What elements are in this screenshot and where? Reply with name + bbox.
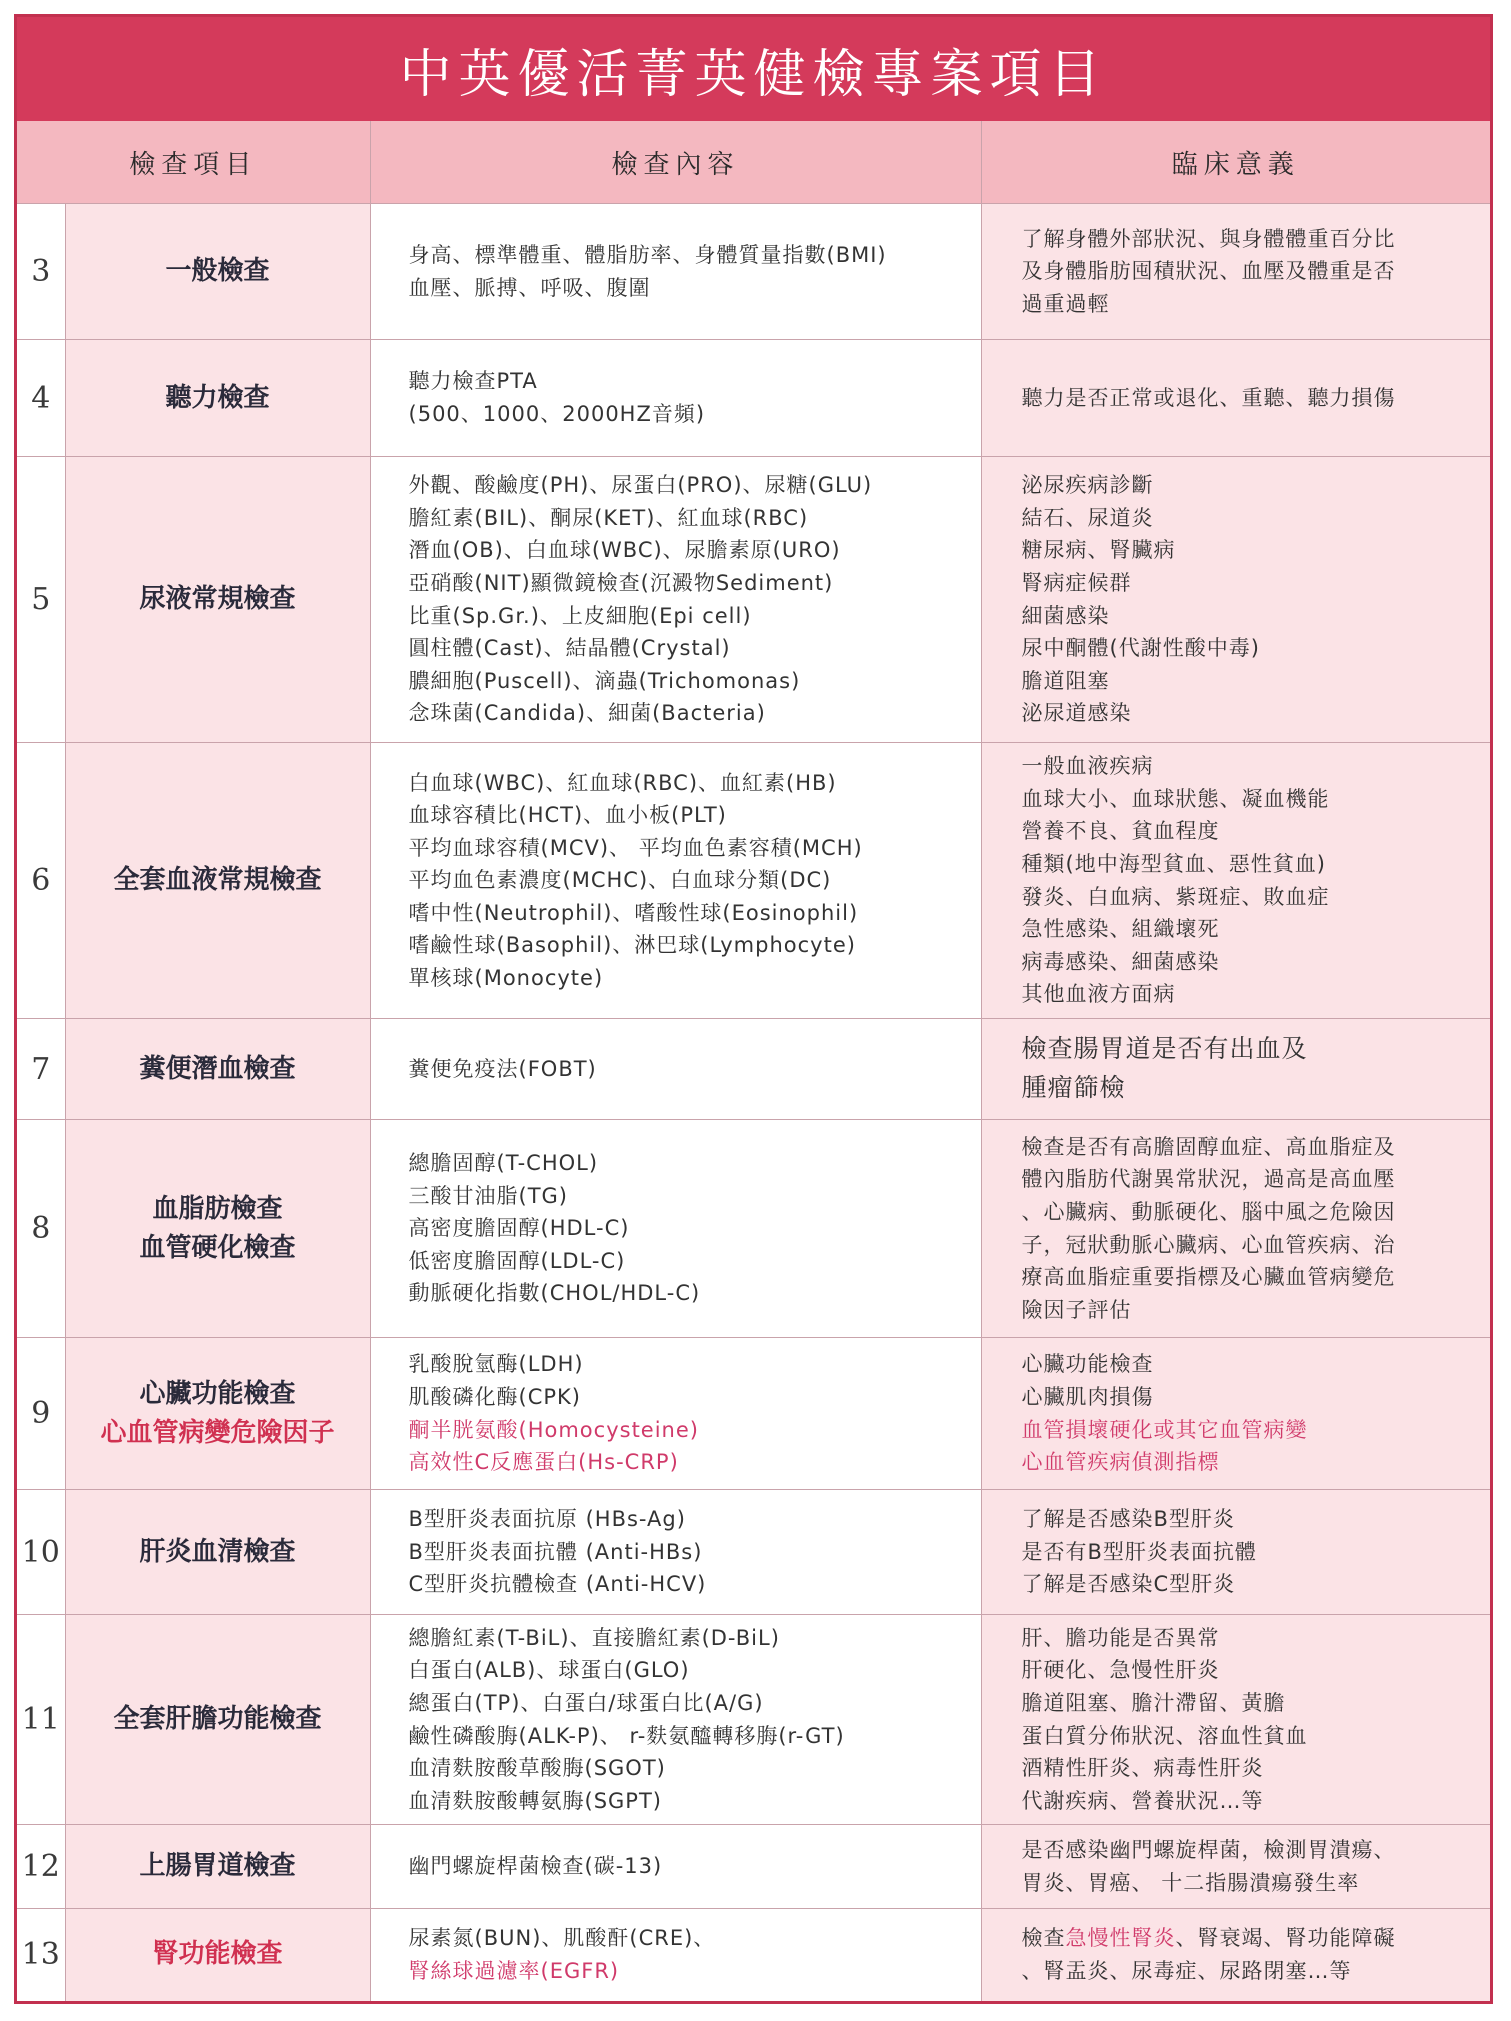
meaning-line: 泌尿疾病診斷 — [1021, 473, 1154, 498]
item-content — [370, 1825, 981, 1909]
meaning-line: 血球大小、血球狀態、凝血機能 — [1021, 786, 1330, 811]
meaning-line: 酒精性肝炎、病毒性肝炎 — [1021, 1756, 1264, 1781]
row-number: 10 — [17, 1490, 65, 1615]
meaning-line: 病毒感染、細菌感染 — [1021, 949, 1220, 974]
meaning-line: 、腎盂炎、尿毒症、尿路閉塞…等 — [1021, 1958, 1352, 1983]
meaning-line: 檢查是否有高膽固醇血症、高血脂症及 — [1021, 1134, 1396, 1159]
item-name-line: 心血管病變危險因子 — [100, 1417, 335, 1448]
meaning-line: 泌尿道感染 — [1021, 701, 1132, 726]
meaning-line: 血管損壞硬化或其它血管病變 — [1021, 1417, 1308, 1442]
item-content — [370, 204, 981, 340]
meaning-line: 種類(地中海型貧血、惡性貧血) — [1021, 851, 1326, 876]
meaning-line: 心血管疾病偵測指標 — [1021, 1450, 1220, 1475]
item-name — [65, 1825, 370, 1909]
content-line: 膿細胞(Puscell)、滴蟲(Trichomonas) — [408, 668, 801, 693]
item-meaning — [981, 1120, 1490, 1338]
item-name — [65, 1019, 370, 1120]
meaning-line: 膽道阻塞 — [1021, 668, 1110, 693]
meaning-line: 心臟肌肉損傷 — [1021, 1384, 1154, 1409]
item-name-line: 心臟功能檢查 — [139, 1378, 296, 1409]
meaning-line: 代謝疾病、營養狀況…等 — [1021, 1788, 1264, 1813]
item-content — [370, 1338, 981, 1490]
content-line: B型肝炎表面抗原 (HBs-Ag) — [408, 1507, 686, 1532]
content-line: 圓柱體(Cast)、結晶體(Crystal) — [408, 636, 731, 661]
content-line: (500、1000、2000HZ音頻) — [408, 402, 706, 426]
item-name-line: 腎功能檢查 — [152, 1939, 283, 1970]
item-meaning — [981, 1615, 1490, 1825]
item-name-line: 血脂肪檢查 — [152, 1193, 283, 1224]
item-content — [370, 743, 981, 1019]
item-name-line: 全套血液常規檢查 — [113, 865, 322, 895]
content-line: 乳酸脫氫酶(LDH) — [408, 1352, 584, 1377]
table-row — [17, 1615, 1490, 1825]
header-meaning: 臨床意義 — [981, 121, 1490, 204]
meaning-line: 了解是否感染C型肝炎 — [1021, 1572, 1236, 1597]
item-content — [370, 1615, 981, 1825]
table-row — [17, 1120, 1490, 1338]
meaning-line: 尿中酮體(代謝性酸中毒) — [1021, 636, 1260, 661]
meaning-line: 腎病症候群 — [1021, 570, 1132, 595]
meaning-line: 體內脂肪代謝異常狀況，過高是高血壓 — [1021, 1167, 1396, 1192]
item-content — [370, 457, 981, 743]
meaning-line: 糖尿病、腎臟病 — [1021, 538, 1176, 563]
table-row — [17, 1338, 1490, 1490]
item-meaning — [981, 1909, 1490, 2001]
item-name-line: 血管硬化檢查 — [139, 1232, 296, 1263]
content-line: 膽紅素(BIL)、酮尿(KET)、紅血球(RBC) — [408, 505, 809, 530]
table-row — [17, 1019, 1490, 1120]
content-line: 外觀、酸鹼度(PH)、尿蛋白(PRO)、尿糖(GLU) — [408, 473, 873, 498]
item-name-line: 全套肝膽功能檢查 — [113, 1704, 322, 1734]
content-line: 嗜鹼性球(Basophil)、淋巴球(Lymphocyte) — [408, 933, 856, 958]
content-line: 動脈硬化指數(CHOL/HDL-C) — [408, 1281, 701, 1306]
item-name-line: 糞便潛血檢查 — [139, 1053, 296, 1084]
item-name-line: 上腸胃道檢查 — [139, 1851, 296, 1881]
content-line: 身高、標準體重、體脂肪率、身體質量指數(BMI) — [408, 242, 887, 267]
content-line: 白蛋白(ALB)、球蛋白(GLO) — [408, 1658, 690, 1683]
item-meaning — [981, 1338, 1490, 1490]
table-row — [17, 340, 1490, 457]
row-number: 12 — [17, 1825, 65, 1909]
table-row — [17, 1909, 1490, 2001]
meaning-line: 肝、膽功能是否異常 — [1021, 1625, 1220, 1650]
item-meaning — [981, 457, 1490, 743]
meaning-line — [1022, 1922, 1472, 1955]
item-meaning — [981, 1825, 1490, 1909]
item-name — [65, 1615, 370, 1825]
content-line: 酮半胱氨酸(Homocysteine) — [408, 1417, 699, 1442]
content-line: 亞硝酸(NIT)顯微鏡檢查(沉澱物Sediment) — [408, 570, 834, 595]
content-line: 潛血(OB)、白血球(WBC)、尿膽素原(URO) — [408, 538, 841, 563]
table-row — [17, 1825, 1490, 1909]
content-line: 總蛋白(TP)、白蛋白/球蛋白比(A/G) — [408, 1690, 764, 1715]
item-meaning — [981, 1019, 1490, 1120]
content-line: 腎絲球過濾率(EGFR) — [408, 1958, 620, 1983]
meaning-line: 細菌感染 — [1021, 603, 1110, 628]
content-line: 血清麩胺酸轉氨脢(SGPT) — [408, 1788, 662, 1813]
item-meaning — [981, 743, 1490, 1019]
meaning-line: 子，冠狀動脈心臟病、心血管疾病、治 — [1021, 1232, 1396, 1257]
item-content — [370, 1490, 981, 1615]
meaning-line: 急性感染、組織壞死 — [1021, 917, 1220, 942]
meaning-line: 其他血液方面病 — [1021, 982, 1176, 1007]
item-name — [65, 340, 370, 457]
item-name-line: 一般檢查 — [165, 256, 270, 286]
item-meaning — [981, 340, 1490, 457]
item-name — [65, 1490, 370, 1615]
row-number: 8 — [17, 1120, 65, 1338]
meaning-fragment: 檢查 — [1021, 1926, 1066, 1951]
row-number: 4 — [17, 340, 65, 457]
meaning-line: 、心臟病、動脈硬化、腦中風之危險因 — [1021, 1199, 1396, 1224]
meaning-line: 一般血液疾病 — [1021, 754, 1154, 779]
meaning-fragment: 、腎衰竭、腎功能障礙 — [1175, 1926, 1396, 1951]
content-line: 總膽固醇(T-CHOL) — [408, 1151, 599, 1176]
checkup-table — [17, 121, 1490, 2001]
content-line: 平均血色素濃度(MCHC)、白血球分類(DC) — [408, 868, 832, 893]
table-row — [17, 1490, 1490, 1615]
row-number: 7 — [17, 1019, 65, 1120]
meaning-line: 了解是否感染B型肝炎 — [1021, 1507, 1235, 1532]
meaning-line: 是否有B型肝炎表面抗體 — [1021, 1539, 1257, 1564]
meaning-line: 發炎、白血病、紫斑症、敗血症 — [1021, 884, 1330, 909]
item-content — [370, 1909, 981, 2001]
content-line: C型肝炎抗體檢查 (Anti-HCV) — [408, 1572, 707, 1597]
item-name-line: 尿液常規檢查 — [139, 584, 296, 614]
content-line: 嗜中性(Neutrophil)、嗜酸性球(Eosinophil) — [408, 900, 859, 925]
title-bar — [17, 17, 1490, 121]
meaning-line: 膽道阻塞、膽汁滯留、黃膽 — [1021, 1690, 1286, 1715]
item-meaning — [981, 1490, 1490, 1615]
meaning-line: 療高血脂症重要指標及心臟血管病變危 — [1021, 1265, 1396, 1290]
content-line: 血球容積比(HCT)、血小板(PLT) — [408, 803, 727, 828]
meaning-line: 險因子評估 — [1021, 1297, 1132, 1322]
item-name — [65, 457, 370, 743]
document-frame — [14, 14, 1493, 2004]
item-name — [65, 204, 370, 340]
content-line: 高密度膽固醇(HDL-C) — [408, 1216, 630, 1241]
meaning-line: 腫瘤篩檢 — [1021, 1073, 1126, 1102]
meaning-line: 胃炎、胃癌、 十二指腸潰瘍發生率 — [1021, 1870, 1360, 1895]
content-line: 低密度膽固醇(LDL-C) — [408, 1248, 626, 1273]
table-row — [17, 457, 1490, 743]
content-line: 聽力檢查PTA — [408, 369, 538, 394]
item-content — [370, 1120, 981, 1338]
item-name — [65, 743, 370, 1019]
content-line: 幽門螺旋桿菌檢查(碳-13) — [408, 1854, 663, 1879]
table-row — [17, 204, 1490, 340]
header-content: 檢查內容 — [370, 121, 981, 204]
meaning-line: 檢查腸胃道是否有出血及 — [1021, 1034, 1308, 1064]
content-line: 三酸甘油脂(TG) — [408, 1183, 569, 1208]
item-name — [65, 1909, 370, 2001]
row-number: 9 — [17, 1338, 65, 1490]
content-line: 念珠菌(Candida)、細菌(Bacteria) — [408, 701, 766, 726]
content-line: 肌酸磷化酶(CPK) — [408, 1384, 581, 1409]
meaning-line: 是否感染幽門螺旋桿菌，檢測胃潰瘍、 — [1021, 1837, 1396, 1862]
item-name — [65, 1338, 370, 1490]
content-line: 平均血球容積(MCV)、 平均血色素容積(MCH) — [408, 835, 863, 860]
meaning-line: 聽力是否正常或退化、重聽、聽力損傷 — [1021, 385, 1396, 410]
item-content — [370, 340, 981, 457]
page-title: 中英優活菁英健檢專案項目 — [399, 44, 1108, 105]
content-line: 血清麩胺酸草酸脢(SGOT) — [408, 1756, 666, 1781]
header-row — [17, 121, 1490, 204]
content-line: 單核球(Monocyte) — [408, 965, 604, 990]
row-number: 6 — [17, 743, 65, 1019]
item-name — [65, 1120, 370, 1338]
content-line: 血壓、脈搏、呼吸、腹圍 — [408, 275, 651, 300]
content-line: 尿素氮(BUN)、肌酸酐(CRE)、 — [408, 1926, 716, 1951]
meaning-line: 結石、尿道炎 — [1021, 505, 1154, 530]
table-row — [17, 743, 1490, 1019]
row-number: 5 — [17, 457, 65, 743]
item-name-line: 肝炎血清檢查 — [139, 1536, 296, 1567]
content-line: 高效性C反應蛋白(Hs-CRP) — [408, 1450, 679, 1475]
content-line: 白血球(WBC)、紅血球(RBC)、血紅素(HB) — [408, 770, 837, 795]
meaning-line: 營養不良、貧血程度 — [1021, 819, 1220, 844]
content-line: 比重(Sp.Gr.)、上皮細胞(Epi cell) — [408, 603, 752, 628]
row-number: 13 — [17, 1909, 65, 2001]
meaning-line: 了解身體外部狀況、與身體體重百分比 — [1021, 226, 1396, 251]
meaning-line: 過重過輕 — [1021, 291, 1110, 316]
content-line: B型肝炎表面抗體 (Anti-HBs) — [408, 1539, 703, 1564]
content-line: 糞便免疫法(FOBT) — [408, 1056, 597, 1081]
row-number: 3 — [17, 204, 65, 340]
row-number: 11 — [17, 1615, 65, 1825]
item-name-line: 聽力檢查 — [165, 382, 270, 413]
header-item: 檢查項目 — [17, 121, 370, 204]
meaning-fragment-highlight: 急慢性腎炎 — [1065, 1926, 1176, 1951]
content-line: 鹼性磷酸脢(ALK-P)、 r-麩氨醯轉移脢(r-GT) — [408, 1723, 845, 1748]
meaning-line: 心臟功能檢查 — [1021, 1352, 1154, 1377]
meaning-line: 蛋白質分佈狀況、溶血性貧血 — [1021, 1723, 1308, 1748]
meaning-line: 及身體脂肪囤積狀況、血壓及體重是否 — [1021, 259, 1396, 284]
meaning-line: 肝硬化、急慢性肝炎 — [1021, 1658, 1220, 1683]
item-meaning — [981, 204, 1490, 340]
content-line: 總膽紅素(T-BiL)、直接膽紅素(D-BiL) — [408, 1625, 780, 1650]
item-content — [370, 1019, 981, 1120]
